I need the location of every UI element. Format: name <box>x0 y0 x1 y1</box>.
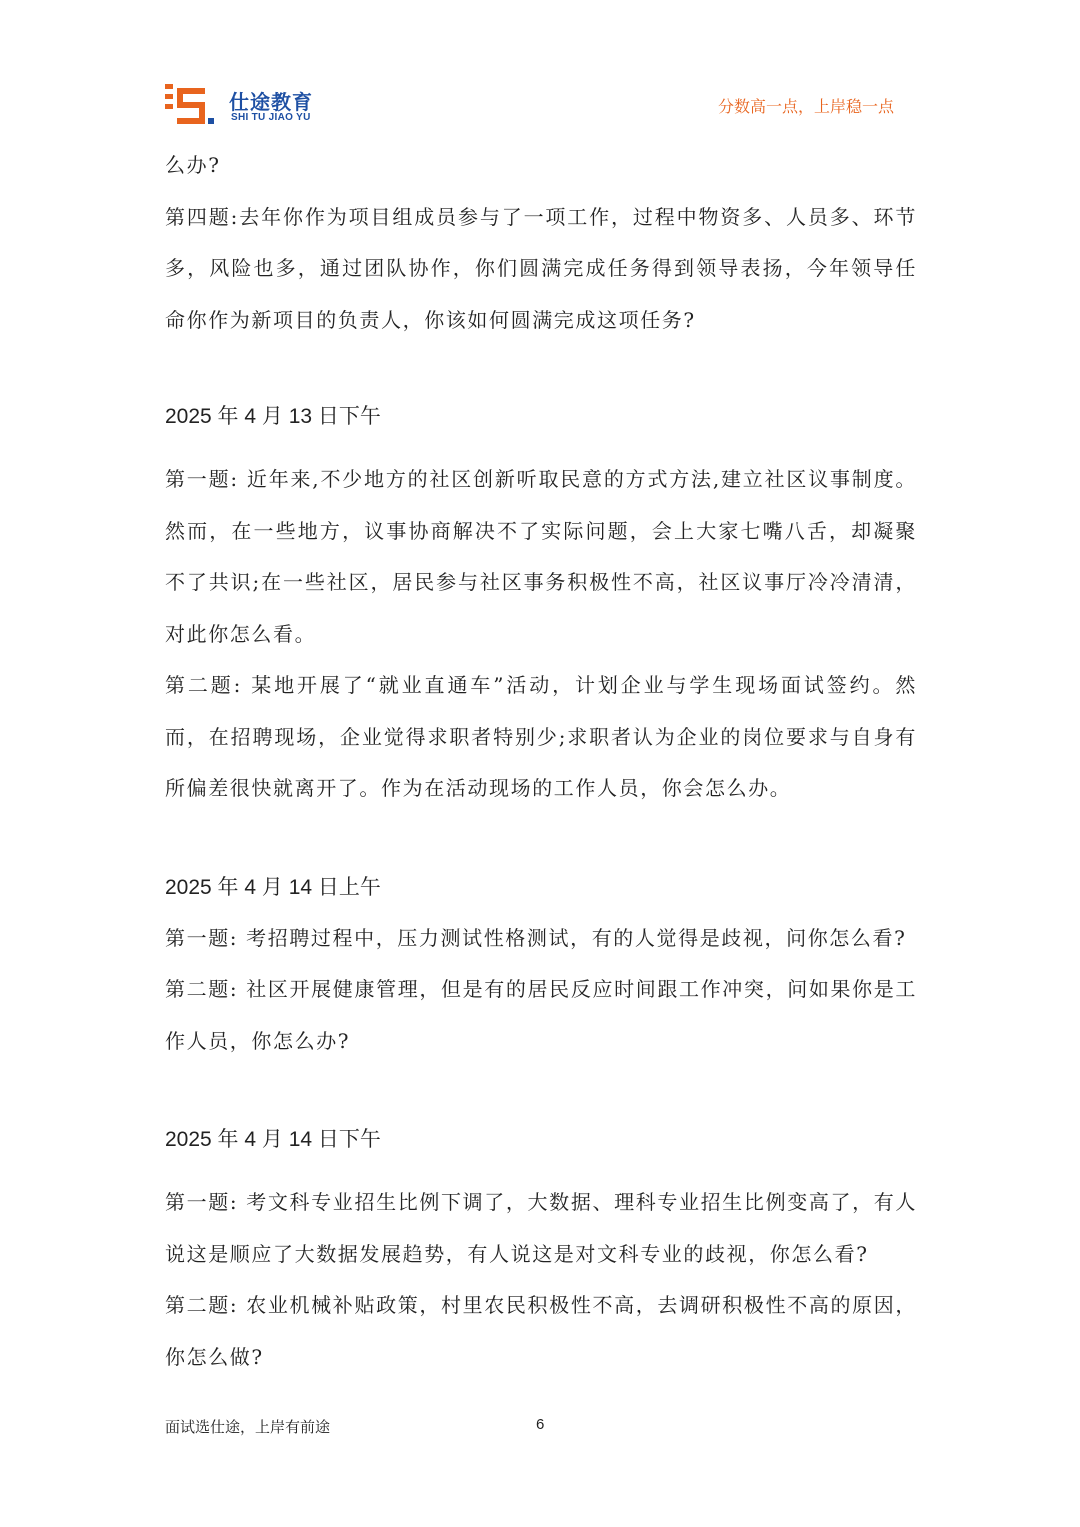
section-date: 2025 年 4 月 13 日下午 <box>165 405 381 428</box>
header-slogan: 分数高一点，上岸稳一点 <box>718 97 895 116</box>
section-date: 2025 年 4 月 14 日下午 <box>165 1128 381 1151</box>
question-2: 第二题: 社区开展健康管理，但是有的居民反应时间跟工作冲突，问如果你是工作人员，你怎么办? <box>165 977 917 1053</box>
question-1: 第一题: 近年来,不少地方的社区创新听取民意的方式方法,建立社区议事制度。然而，在一些地方，议事协商解决不了实际问题，会上大家七嘴八舌，却凝聚不了共识;在一些社区，居民参与社区事务积极性不高，社区议事厅冷冷清清，对此你怎么看。 <box>165 467 917 646</box>
question-4: 第四题:去年你作为项目组成员参与了一项工作，过程中物资多、人员多、环节多，风险也多，通过团队协作，你们圆满完成任务得到领导表扬，今年领导任命你作为新项目的负责人，你该如何圆满完成这项任务? <box>165 204 917 332</box>
page-number: 6 <box>536 1416 545 1433</box>
brand-name: 仕途教育 <box>229 90 313 114</box>
question-2: 第二题: 农业机械补贴政策，村里农民积极性不高，去调研积极性不高的原因，你怎么做? <box>165 1293 917 1369</box>
footer-slogan: 面试选仕途，上岸有前途 <box>165 1418 331 1436</box>
logo-icon <box>165 82 215 128</box>
question-1: 第一题: 考招聘过程中，压力测试性格测试，有的人觉得是歧视，问你怎么看? <box>165 925 907 950</box>
question-2: 第二题: 某地开展了“就业直通车”活动，计划企业与学生现场面试签约。然而，在招聘现场，企业觉得求职者特别少;求职者认为企业的岗位要求与自身有所偏差很快就离开了。作为在活动现场的工作人员，你会怎么办。 <box>165 673 917 800</box>
brand-name-pinyin: SHI TU JIAO YU <box>231 112 311 123</box>
question-1: 第一题: 考文科专业招生比例下调了，大数据、理科专业招生比例变高了，有人说这是顺应了大数据发展趋势，有人说这是对文科专业的歧视，你怎么看? <box>165 1190 917 1266</box>
section-date: 2025 年 4 月 14 日上午 <box>165 875 381 899</box>
continued-text: 么办? <box>165 153 221 177</box>
page-header <box>0 0 1080 140</box>
document-body <box>165 140 917 1383</box>
